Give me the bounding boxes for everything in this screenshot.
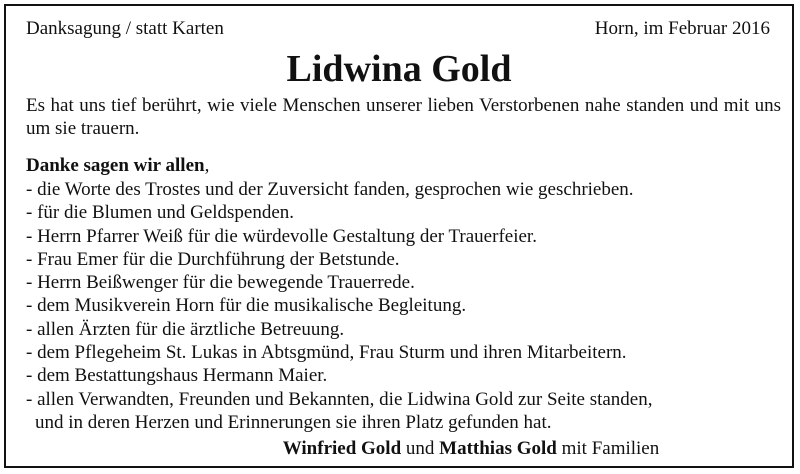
signer-suffix: mit Familien: [561, 438, 660, 459]
list-item: - Frau Emer für die Durchführung der Betstunde.: [26, 248, 400, 270]
deceased-name: Lidwina Gold: [286, 48, 512, 90]
list-item: - dem Pflegeheim St. Lukas in Abtsgmünd, Frau Sturm und ihren Mitarbeitern.: [26, 342, 627, 364]
list-item: - die Worte des Trostes und der Zuversicht fanden, gesprochen wie geschrieben.: [26, 179, 634, 200]
list-item: - Herrn Beißwenger für die bewegende Trauerrede.: [26, 272, 415, 294]
place-date-label: Horn, im Februar 2016: [594, 18, 770, 39]
thanks-list: [26, 178, 652, 434]
list-item: - dem Bestattungshaus Hermann Maier.: [26, 365, 328, 387]
list-item-continuation: und in deren Herzen und Erinnerungen sie ihren Platz gefunden hat.: [35, 411, 552, 433]
thanks-heading-text: Danke sagen wir allen: [26, 155, 205, 176]
thanks-heading-punct: ,: [204, 155, 210, 176]
signer-name-1: Winfried Gold: [282, 438, 402, 459]
list-item: - Herrn Pfarrer Weiß für die würdevolle Gestaltung der Trauerfeier.: [26, 225, 537, 247]
notice-type-label: Danksagung / statt Karten: [26, 18, 224, 39]
signer-name-2: Matthias Gold: [439, 438, 557, 459]
thanks-heading: [26, 154, 209, 177]
list-item: - für die Blumen und Geldspenden.: [26, 202, 295, 224]
list-item: - dem Musikverein Horn für die musikalische Begleitung.: [26, 295, 467, 317]
signature: [6, 438, 792, 460]
list-item: - allen Ärzten für die ärztliche Betreuung.: [26, 318, 345, 340]
obituary-notice: [4, 4, 794, 468]
intro-paragraph: Es hat uns tief berührt, wie viele Menschen unserer lieben Verstorbenen nahe standen und mit uns um sie trauern.: [26, 95, 781, 139]
signer-connector: und: [405, 438, 435, 459]
list-item: - allen Verwandten, Freunden und Bekannten, die Lidwina Gold zur Seite standen,: [26, 388, 653, 410]
